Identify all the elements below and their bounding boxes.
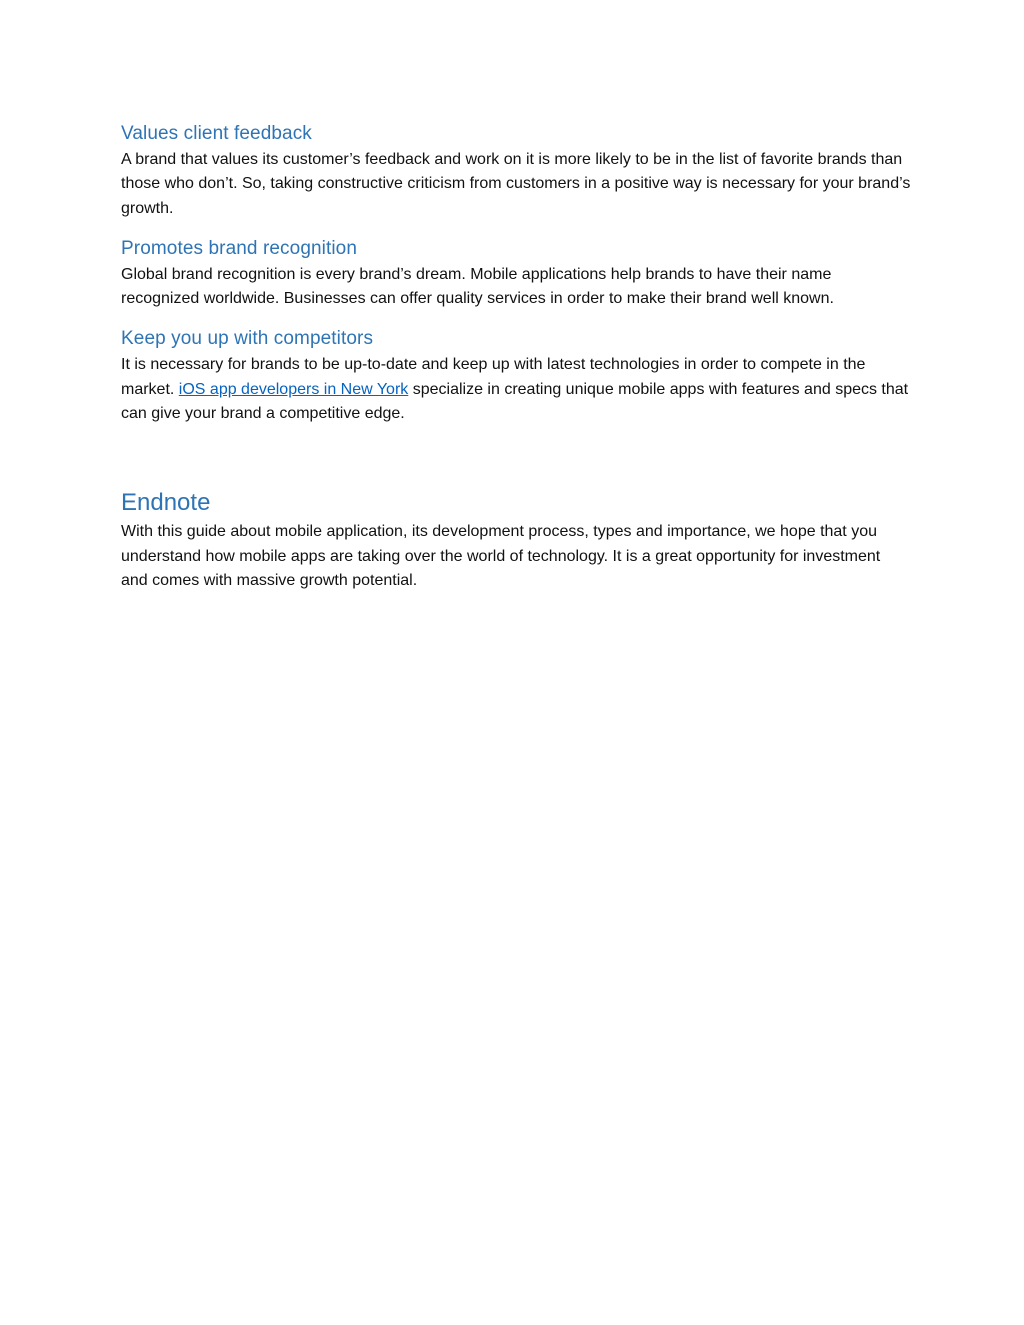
endnote-body: With this guide about mobile application, its development process, types and importance, we hope that you understand how mobile apps are taking over the world of technology. It is a great opportunity for investment and comes with massive growth potential.	[121, 523, 881, 589]
document-content	[121, 120, 911, 593]
section-body: Global brand recognition is every brand’s dream. Mobile applications help brands to have their name recognized worldwide. Businesses can offer quality services in order to make their brand well known.	[121, 265, 834, 308]
section-body: A brand that values its customer’s feedback and work on it is more likely to be in the list of favorite brands than those who don’t. So, taking constructive criticism from customers in a positive way is necessary for your brand’s growth.	[121, 151, 911, 217]
section-keep-up-with-competitors	[121, 325, 911, 426]
body-text-after-link: specialize in creating unique mobile apps with features and specs that can give your brand a competitive edge.	[121, 380, 909, 423]
section-body	[121, 353, 911, 426]
section-endnote	[121, 486, 911, 593]
section-promotes-brand-recognition	[121, 235, 911, 312]
ios-developers-link[interactable]: iOS app developers in New York	[178, 380, 409, 398]
endnote-heading: Endnote	[121, 489, 211, 517]
section-heading: Keep you up with competitors	[121, 328, 374, 350]
body-text-before-link: It is necessary for brands to be up-to-date and keep up with latest technologies in order to compete in the market.	[121, 356, 866, 398]
section-values-client-feedback	[121, 120, 911, 221]
section-heading: Values client feedback	[121, 123, 312, 144]
section-heading: Promotes brand recognition	[121, 237, 358, 259]
